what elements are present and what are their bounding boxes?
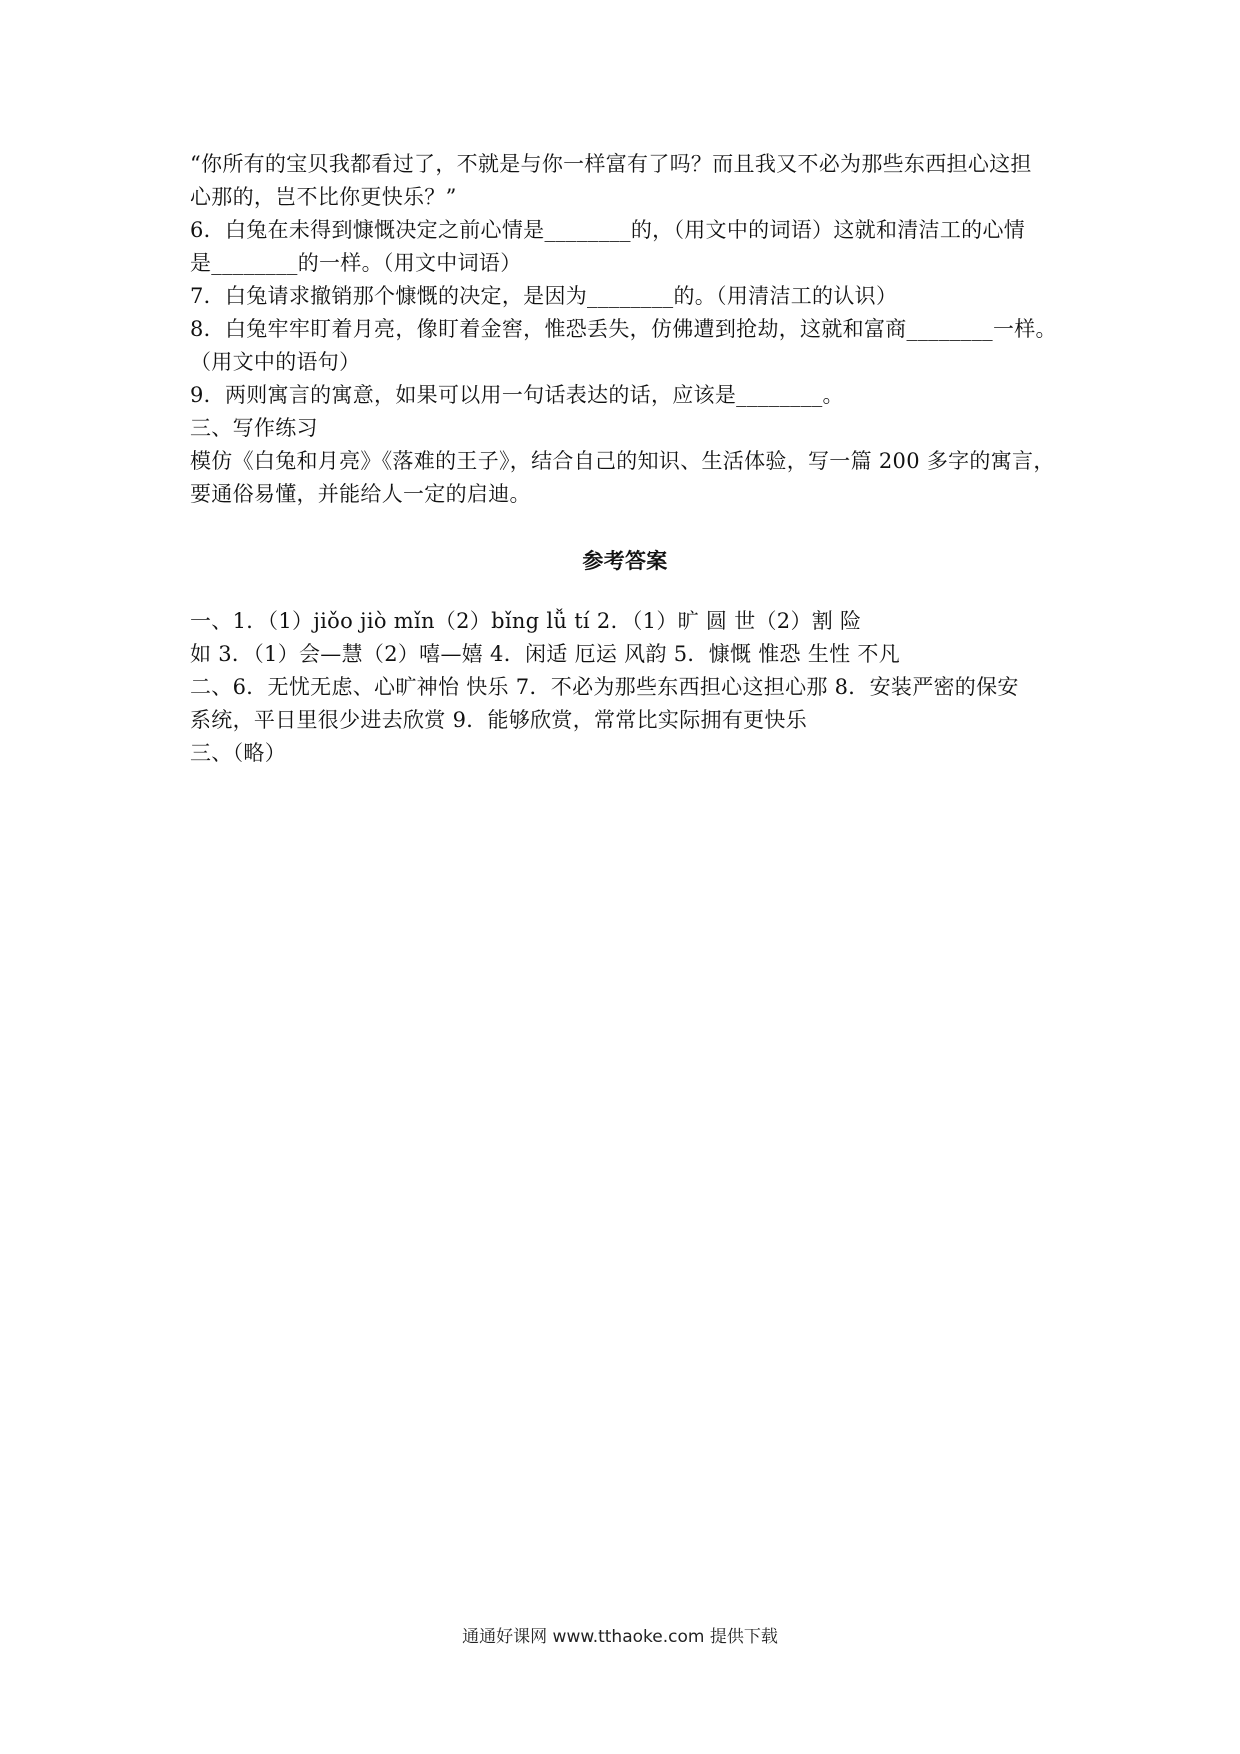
- section-heading: 三、写作练习: [190, 416, 318, 440]
- body-line: “你所有的宝贝我都看过了，不就是与你一样富有了吗？而且我又不必为那些东西担心这担: [190, 152, 1032, 176]
- question-8-line: （用文中的语句）: [190, 350, 361, 374]
- footer-note: 通通好课网 www.tthaoke.com 提供下载: [462, 1627, 778, 1647]
- document-body: [190, 148, 1060, 770]
- body-line: 心那的，岂不比你更快乐？”: [190, 185, 457, 209]
- question-9-line: 9．两则寓言的寓意，如果可以用一句话表达的话，应该是________。: [190, 383, 844, 407]
- answer-line: 如 3．（1）会—慧（2）嘻—嬉 4．闲适 厄运 风韵 5．慷慨 惟恐 生性 不凡: [190, 642, 901, 666]
- question-6-line: 6．白兔在未得到慷慨决定之前心情是________的，（用文中的词语）这就和清洁工的心情: [190, 218, 1026, 242]
- answer-line: 三、（略）: [190, 741, 286, 765]
- writing-task-line: 要通俗易懂，并能给人一定的启迪。: [190, 482, 531, 506]
- question-8-line: 8．白兔牢牢盯着月亮，像盯着金窖，惟恐丢失，仿佛遭到抢劫，这就和富商________一样。: [190, 317, 1057, 341]
- answer-line: 一、1．（1）jiǒo jiò mǐn（2）bǐng lǚ tí 2．（1）旷 圆 世（2）割 险: [190, 609, 862, 633]
- question-6-line: 是________的一样。（用文中词语）: [190, 251, 522, 275]
- writing-task-line: 模仿《白兔和月亮》《落难的王子》，结合自己的知识、生活体验，写一篇 200 多字的寓言，: [190, 449, 1055, 473]
- answers-title: 参考答案: [582, 548, 668, 573]
- answers-block: [190, 605, 1060, 770]
- answer-line: 二、6．无忧无虑、心旷神怡 快乐 7．不必为那些东西担心这担心那 8．安装严密的保安: [190, 675, 1019, 699]
- answer-line: 系统，平日里很少进去欣赏 9．能够欣赏，常常比实际拥有更快乐: [190, 708, 808, 732]
- question-7-line: 7．白兔请求撤销那个慷慨的决定，是因为________的。（用清洁工的认识）: [190, 284, 898, 308]
